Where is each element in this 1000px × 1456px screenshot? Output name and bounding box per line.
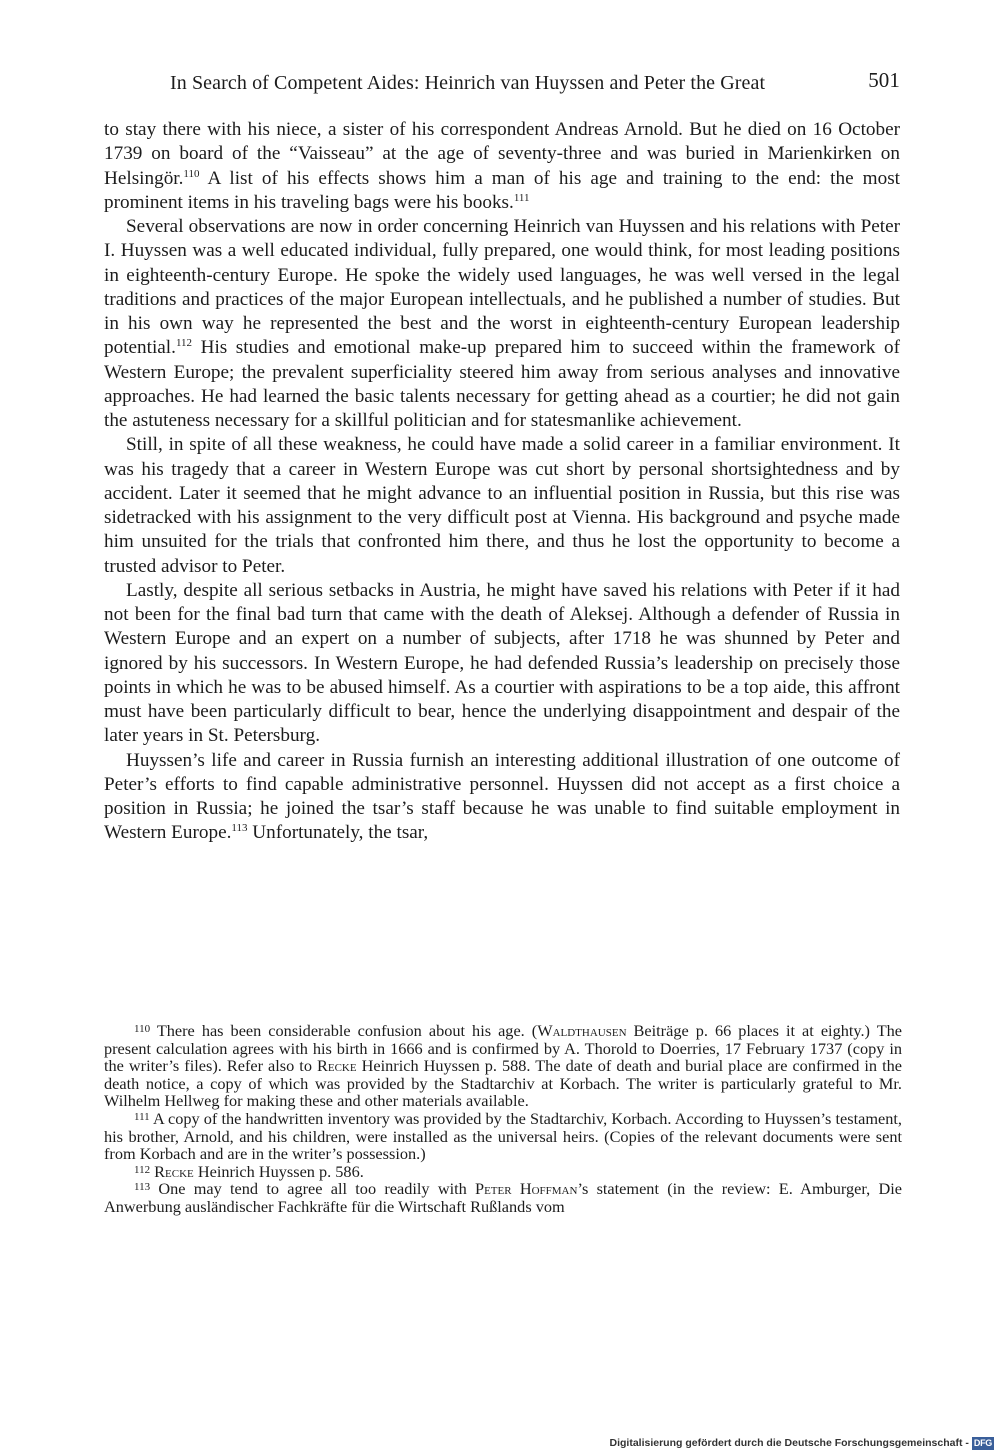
footnote-110 bbox=[104, 1022, 902, 1110]
author-name: Waldthausen bbox=[537, 1021, 627, 1040]
footnote-ref-112: 112 bbox=[175, 337, 193, 350]
paragraph-1 bbox=[104, 118, 900, 215]
text-span: Heinrich Huyssen p. 588. The date of death and burial place are confirmed in the death notice, a copy of which was provided by the Stadtarchiv at Korbach. The writer is particularly grateful to Mr. Wilhelm Hellweg for making these and other materials available. bbox=[104, 1056, 902, 1111]
paragraph-2 bbox=[104, 215, 900, 433]
paragraph-4 bbox=[104, 579, 900, 749]
footnote-number: 111 bbox=[134, 1110, 150, 1123]
dfg-logo-icon: DFG bbox=[973, 1437, 992, 1448]
text-span: A list of his effects shows him a man of his age and training to the end: the most prominent items in his traveling bags were his books. bbox=[104, 167, 900, 213]
text-span: ’s statement (in the review: E. Amburger, Die Anwerbung ausländischer Fachkräfte für die Wirtschaft Rußlands vom bbox=[104, 1179, 902, 1216]
footnote-number: 110 bbox=[134, 1023, 151, 1035]
text-span: Huyssen’s life and career in Russia furnish an interesting additional illustration of one outcome of Peter’s efforts to find capable administrative personnel. Huyssen did not accept as a first choice a position in Russia; he joined the tsar’s staff because he was unable to find suitable employment in Western Europe. bbox=[104, 749, 900, 844]
text-span: A copy of the handwritten inventory was provided by the Stadtarchiv, Korbach. According to Huyssen’s testament, his brother, Arnold, and his children, were installed as the universal heirs. (Copies of the relevant documents were sent from Korbach and are in the writer’s possession.) bbox=[104, 1108, 902, 1164]
footnote-ref-110: 110 bbox=[183, 167, 200, 180]
footnote-113 bbox=[104, 1180, 902, 1215]
author-name: Recke bbox=[154, 1161, 194, 1181]
footnote-112 bbox=[104, 1163, 902, 1181]
text-span: Beiträge p. 66 places it at eighty.) The present calculation agrees with his birth in 1666 and is confirmed by A. Thorold to Doerries, 17 February 1737 (copy in the writer’s files). Refer also to bbox=[104, 1021, 903, 1076]
running-header bbox=[170, 68, 900, 102]
text-span: Heinrich Huyssen p. 586. bbox=[193, 1161, 364, 1181]
footnote-ref-113: 113 bbox=[231, 822, 248, 835]
running-title: In Search of Competent Aides: Heinrich van Huyssen and Peter the Great bbox=[170, 72, 766, 94]
text-span: There has been considerable confusion about his age. ( bbox=[150, 1021, 538, 1040]
footnote-ref-111: 111 bbox=[513, 191, 530, 204]
footnotes bbox=[104, 1022, 902, 1216]
page-number: 501 bbox=[868, 68, 900, 92]
footnote-number: 112 bbox=[134, 1163, 151, 1176]
paragraph-5 bbox=[104, 749, 900, 846]
text-span: Unfortunately, the tsar, bbox=[247, 822, 429, 844]
text-span: His studies and emotional make-up prepared him to succeed within the framework of Western Europe; the prevalent superficiality steered him away from serious analyses and innovative approaches. He had learned the basic talents necessary for getting ahead as a courtier; he did not gain the astuteness necessary for a skillful politician and for statesmanlike achievement. bbox=[104, 337, 900, 431]
main-text bbox=[104, 118, 900, 846]
digitization-credit bbox=[610, 1436, 995, 1450]
footnote-111 bbox=[104, 1110, 902, 1163]
digitization-credit-text: Digitalisierung gefördert durch die Deutsche Forschungsgemeinschaft - bbox=[609, 1437, 969, 1449]
text-span: One may tend to agree all too readily with bbox=[150, 1179, 476, 1199]
author-name: Peter Hoffman bbox=[475, 1179, 578, 1199]
text-span: Still, in spite of all these weakness, he could have made a solid career in a familiar environment. It was his tragedy that a career in Western Europe was cut short by personal shortsightedness and by accident. Later it seemed that he might advance to an influential position in Russia, but this rise was sidetracked with his assignment to the very difficult post at Vienna. His background and psyche made him unsuited for the trials that confronted him there, and thus he lost the opportunity to become a trusted advisor to Peter. bbox=[104, 434, 900, 577]
text-span: Lastly, despite all serious setbacks in Austria, he might have saved his relations with Peter if it had not been for the final bad turn that came with the death of Aleksej. Although a defender of Russia in Western Europe and an expert on a number of subjects, after 1718 he was shunned by Peter and ignored by his successors. In Western Europe, he had defended Russia’s leadership on precisely those points in which he was to be abused himself. As a courtier with aspirations to be a top aide, this affront must have been particularly difficult to bear, hence the underlying disappointment and despair of the later years in St. Petersburg. bbox=[104, 579, 900, 747]
author-name: Recke bbox=[317, 1056, 357, 1076]
text-span: to stay there with his niece, a sister of his correspondent Andreas Arnold. But he died on 16 October 1739 on board of the “Vaisseau” at the age of seventy-three and was buried in Marienkirken on Helsingör. bbox=[104, 119, 900, 189]
paragraph-3 bbox=[104, 433, 900, 579]
footnote-number: 113 bbox=[134, 1181, 151, 1194]
text-span: Several observations are now in order concerning Heinrich van Huyssen and his relations with Peter I. Huyssen was a well educated individual, fully prepared, one would think, for most leading positions in eighteenth-century Europe. He spoke the widely used languages, he was well versed in the legal traditions and practices of the major European intellectuals, and he published a number of studies. But in his own way he represented the best and the worst in eighteenth-century European leadership potential. bbox=[104, 216, 900, 359]
